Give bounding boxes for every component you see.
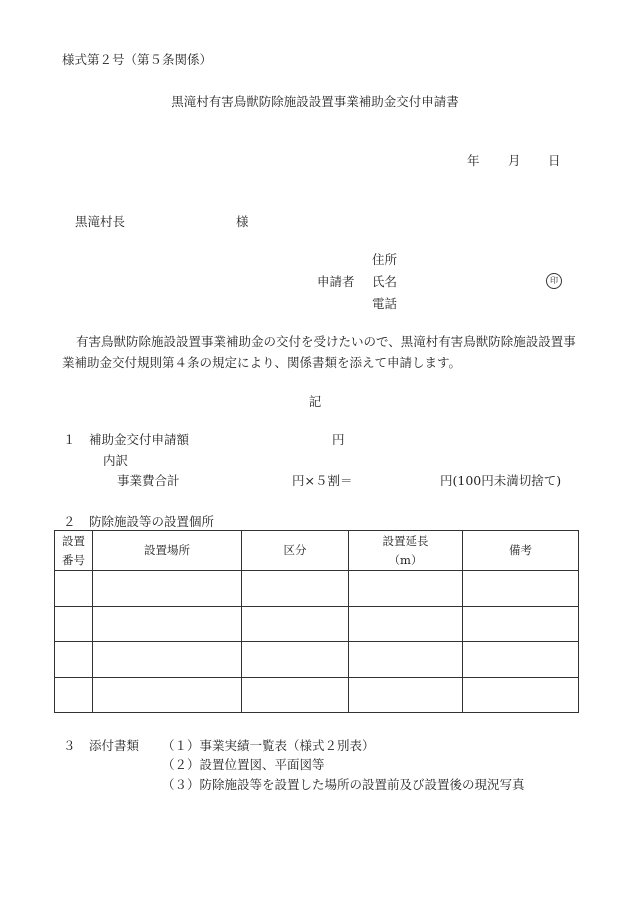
table-cell[interactable]	[463, 571, 579, 607]
attachment-item: （２）設置位置図、平面図等	[162, 757, 325, 772]
col-length-header: 設置延長 （m）	[349, 531, 463, 571]
seal-icon: 印	[546, 273, 562, 289]
table-cell[interactable]	[349, 642, 463, 678]
page-title: 黒滝村有害鳥獣防除施設設置事業補助金交付申請書	[171, 94, 459, 109]
section3-number: ３	[63, 738, 76, 753]
table-cell[interactable]	[463, 606, 579, 642]
section1-label: 補助金交付申請額	[89, 432, 190, 447]
table-cell[interactable]	[349, 571, 463, 607]
table-cell[interactable]	[93, 571, 242, 607]
table-cell[interactable]	[93, 677, 242, 713]
table-cell[interactable]	[55, 606, 93, 642]
subsidy-calc: 円×５割＝	[292, 473, 353, 488]
rounding-note: 円(100円未満切捨て)	[440, 473, 562, 488]
section1-yen: 円	[332, 432, 345, 447]
table-cell[interactable]	[349, 606, 463, 642]
table-cell[interactable]	[242, 642, 349, 678]
ki-heading: 記	[308, 394, 322, 409]
table-row	[55, 642, 579, 678]
section1-number: １	[63, 432, 76, 447]
table-cell[interactable]	[463, 677, 579, 713]
table-cell[interactable]	[93, 606, 242, 642]
installation-table	[54, 530, 579, 713]
section2-label: 防除施設等の設置個所	[89, 514, 215, 529]
form-number: 様式第２号（第５条関係）	[62, 52, 213, 67]
table-cell[interactable]	[55, 677, 93, 713]
date-month-label: 月	[508, 153, 521, 168]
table-header-row	[55, 531, 579, 571]
table-cell[interactable]	[242, 606, 349, 642]
table-cell[interactable]	[242, 677, 349, 713]
attachment-item: （３）防除施設等を設置した場所の設置前及び設置後の現況写真	[162, 777, 525, 792]
table-cell[interactable]	[242, 571, 349, 607]
project-cost-label: 事業費合計	[117, 473, 180, 488]
section2-number: ２	[63, 514, 76, 529]
attachment-item: （１）事業実績一覧表（様式２別表）	[162, 738, 375, 753]
table-cell[interactable]	[463, 642, 579, 678]
breakdown-label: 内訳	[103, 453, 129, 468]
col-category-header: 区分	[242, 531, 349, 571]
table-row	[55, 606, 579, 642]
col-number-header: 設置 番号	[55, 531, 93, 571]
phone-label: 電話	[372, 296, 398, 311]
date-year-label: 年	[467, 153, 480, 168]
addressee-name: 黒滝村長	[75, 214, 126, 229]
table-cell[interactable]	[55, 571, 93, 607]
table-row	[55, 571, 579, 607]
addressee-honorific: 様	[236, 214, 249, 229]
table-cell[interactable]	[55, 642, 93, 678]
col-remarks-header: 備考	[463, 531, 579, 571]
col-location-header: 設置場所	[93, 531, 242, 571]
applicant-label: 申請者	[317, 274, 355, 289]
name-label: 氏名	[372, 274, 398, 289]
section3-label: 添付書類	[89, 738, 140, 753]
table-row	[55, 677, 579, 713]
date-day-label: 日	[548, 153, 561, 168]
address-label: 住所	[372, 252, 398, 267]
table-cell[interactable]	[349, 677, 463, 713]
table-cell[interactable]	[93, 642, 242, 678]
body-paragraph: 有害鳥獣防除施設設置事業補助金の交付を受けたいので、黒滝村有害鳥獣防除施設設置事業補助金交付規則第４条の規定により、関係書類を添えて申請します。	[62, 334, 576, 370]
